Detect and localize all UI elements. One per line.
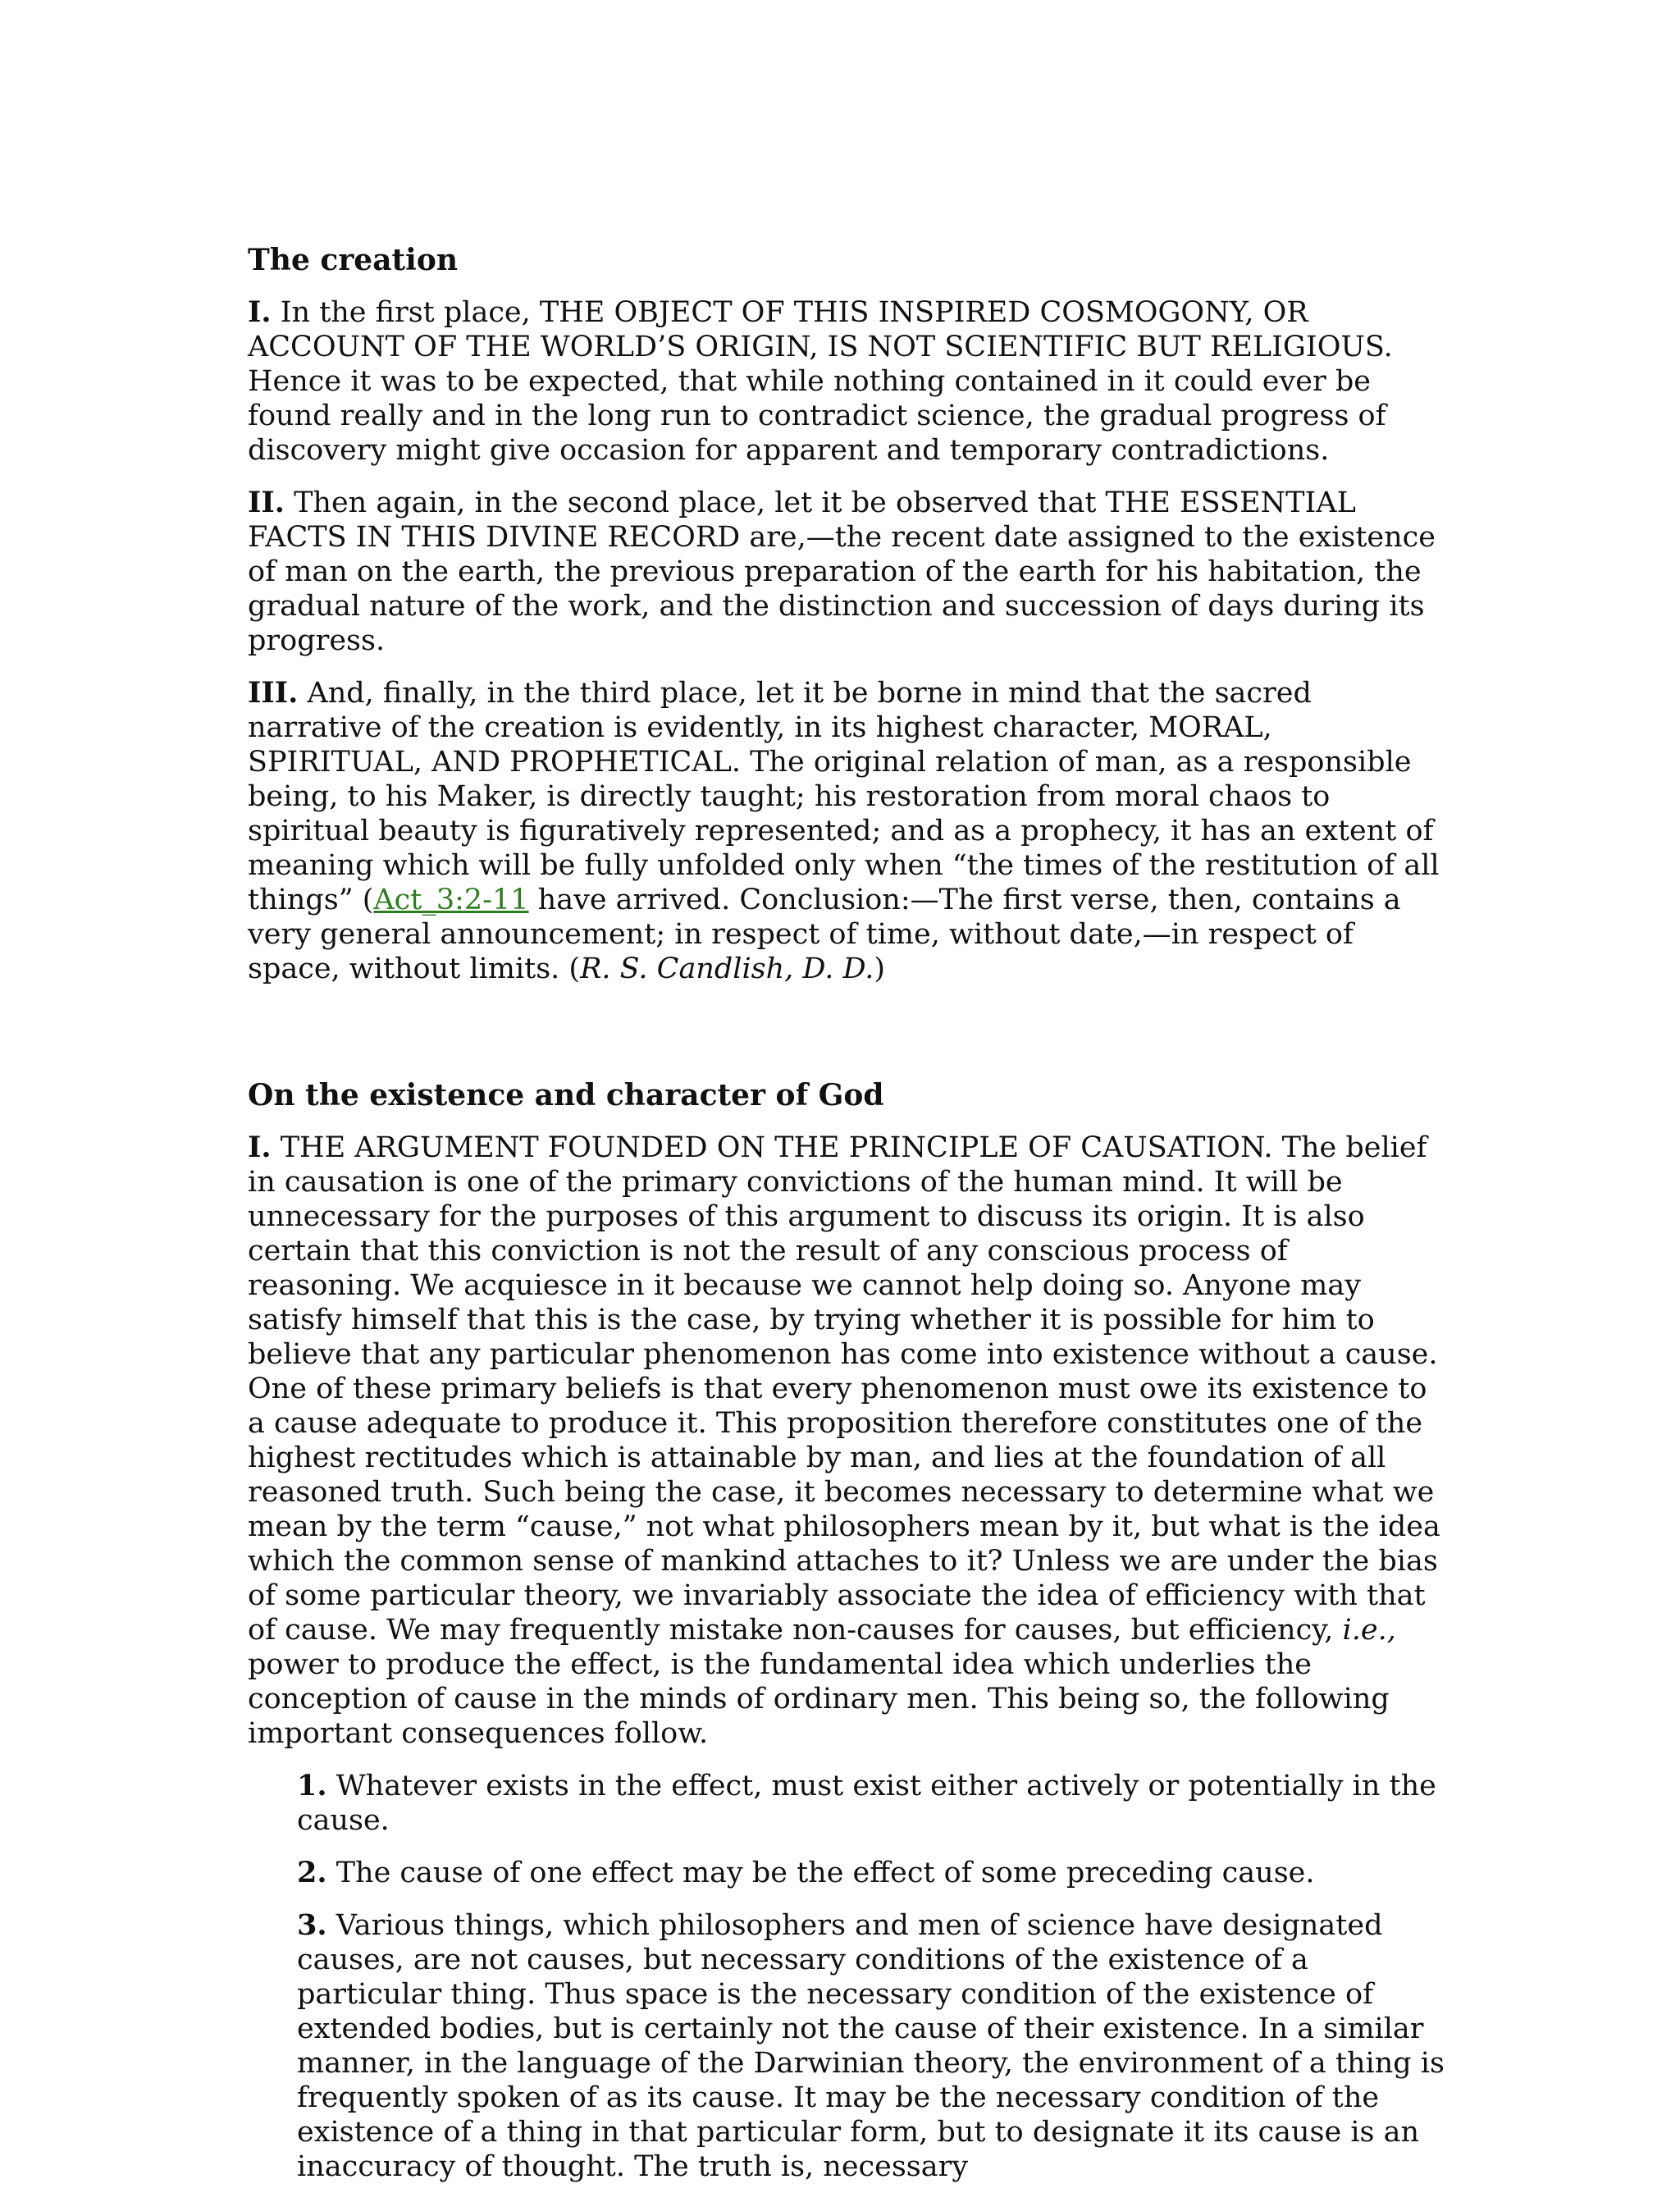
- list-item-1: [297, 1769, 1445, 1838]
- paragraph-text: And, finally, in the third place, let it be borne in mind that the sacred narrative of the creation is evidently, in its highest character, MORAL, SPIRITUAL, AND PROPHETICAL. The original relation of man, as a responsible being, to his Maker, is directly taught; his restoration from moral chaos to spiritual beauty is figuratively represented; and as a prophecy, it has an extent of meaning which will be fully unfolded only when “the times of the restitution of all things” (: [248, 677, 1440, 916]
- ie-abbreviation: i.e.,: [1342, 1614, 1396, 1647]
- paragraph-text-continued: power to produce the effect, is the fundamental idea which underlies the conception of cause in the minds of ordinary men. This being so, the following important consequences follow.: [248, 1648, 1390, 1750]
- paragraph-number: II.: [248, 486, 285, 519]
- paragraph-creation-3: [248, 676, 1445, 986]
- paragraph-text: THE ARGUMENT FOUNDED ON THE PRINCIPLE OF CAUSATION. The belief in causation is one of the primary convictions of the human mind. It will be unnecessary for the purposes of this argument to discuss its origin. It is also certain that this conviction is not the result of any conscious process of reasoning. We acquiesce in it because we cannot help doing so. Anyone may satisfy himself that this is the case, by trying whether it is possible for him to believe that any particular phenomenon has come into existence without a cause. One of these primary beliefs is that every phenomenon must owe its existence to a cause adequate to produce it. This proposition therefore constitutes one of the highest rectitudes which is attainable by man, and lies at the foundation of all reasoned truth. Such being the case, it becomes necessary to determine what we mean by the term “cause,” not what philosophers mean by it, but what is the idea which the common sense of mankind attaches to it? Unless we are under the bias of some particular theory, we invariably associate the idea of efficiency with that of cause. We may frequently mistake non-causes for causes, but efficiency,: [248, 1131, 1440, 1647]
- paragraph-creation-1: [248, 295, 1445, 468]
- paragraph-causation: [248, 1131, 1445, 1751]
- list-item-number: 2.: [297, 1856, 327, 1889]
- section-title-creation: The creation: [248, 243, 459, 277]
- document-page: [248, 243, 1445, 2202]
- paragraph-text: In the first place, THE OBJECT OF THIS INSPIRED COSMOGONY, OR ACCOUNT OF THE WORLD’S ORIGIN, IS NOT SCIENTIFIC BUT RELIGIOUS. Hence it was to be expected, that while nothing contained in it could ever be found really and in the long run to contradict science, the gradual progress of discovery might give occasion for apparent and temporary contradictions.: [248, 296, 1393, 467]
- paragraph-text: Then again, in the second place, let it be observed that THE ESSENTIAL FACTS IN THIS DIVINE RECORD are,—the recent date assigned to the existence of man on the earth, the previous preparation of the earth for his habitation, the gradual nature of the work, and the distinction and succession of days during its progress.: [248, 487, 1436, 657]
- section-title-existence-of-god: On the existence and character of God: [248, 1078, 884, 1112]
- list-item-number: 1.: [297, 1769, 327, 1802]
- list-item-3: [297, 1908, 1445, 2184]
- closing-paren: ): [874, 953, 886, 985]
- list-item-2: [297, 1856, 1445, 1890]
- list-item-number: 3.: [297, 1908, 327, 1942]
- paragraph-creation-2: [248, 486, 1445, 658]
- paragraph-number: I.: [248, 1131, 272, 1164]
- paragraph-text-continued: have arrived. Conclusion:—The first verse, then, contains a very general announcement; in respect of time, without date,—in respect of space, without limits. (: [248, 884, 1401, 985]
- list-item-text: The cause of one effect may be the effect of some preceding cause.: [336, 1857, 1315, 1889]
- list-item-text: Various things, which philosophers and men of science have designated causes, are not causes, but necessary conditions of the existence of a particular thing. Thus space is the necessary condition of the existence of extended bodies, but is certainly not the cause of their existence. In a similar manner, in the language of the Darwinian theory, the environment of a thing is frequently spoken of as its cause. It may be the necessary condition of the existence of a thing in that particular form, but to designate it its cause is an inaccuracy of thought. The truth is, necessary: [297, 1909, 1445, 2183]
- scripture-reference-link[interactable]: Act_3:2-11: [373, 884, 529, 916]
- paragraph-number: III.: [248, 676, 299, 710]
- section-spacer: [248, 1004, 1445, 1078]
- paragraph-number: I.: [248, 295, 272, 329]
- list-item-text: Whatever exists in the effect, must exist either actively or potentially in the cause.: [297, 1770, 1436, 1837]
- author-citation: R. S. Candlish, D. D.: [580, 953, 874, 985]
